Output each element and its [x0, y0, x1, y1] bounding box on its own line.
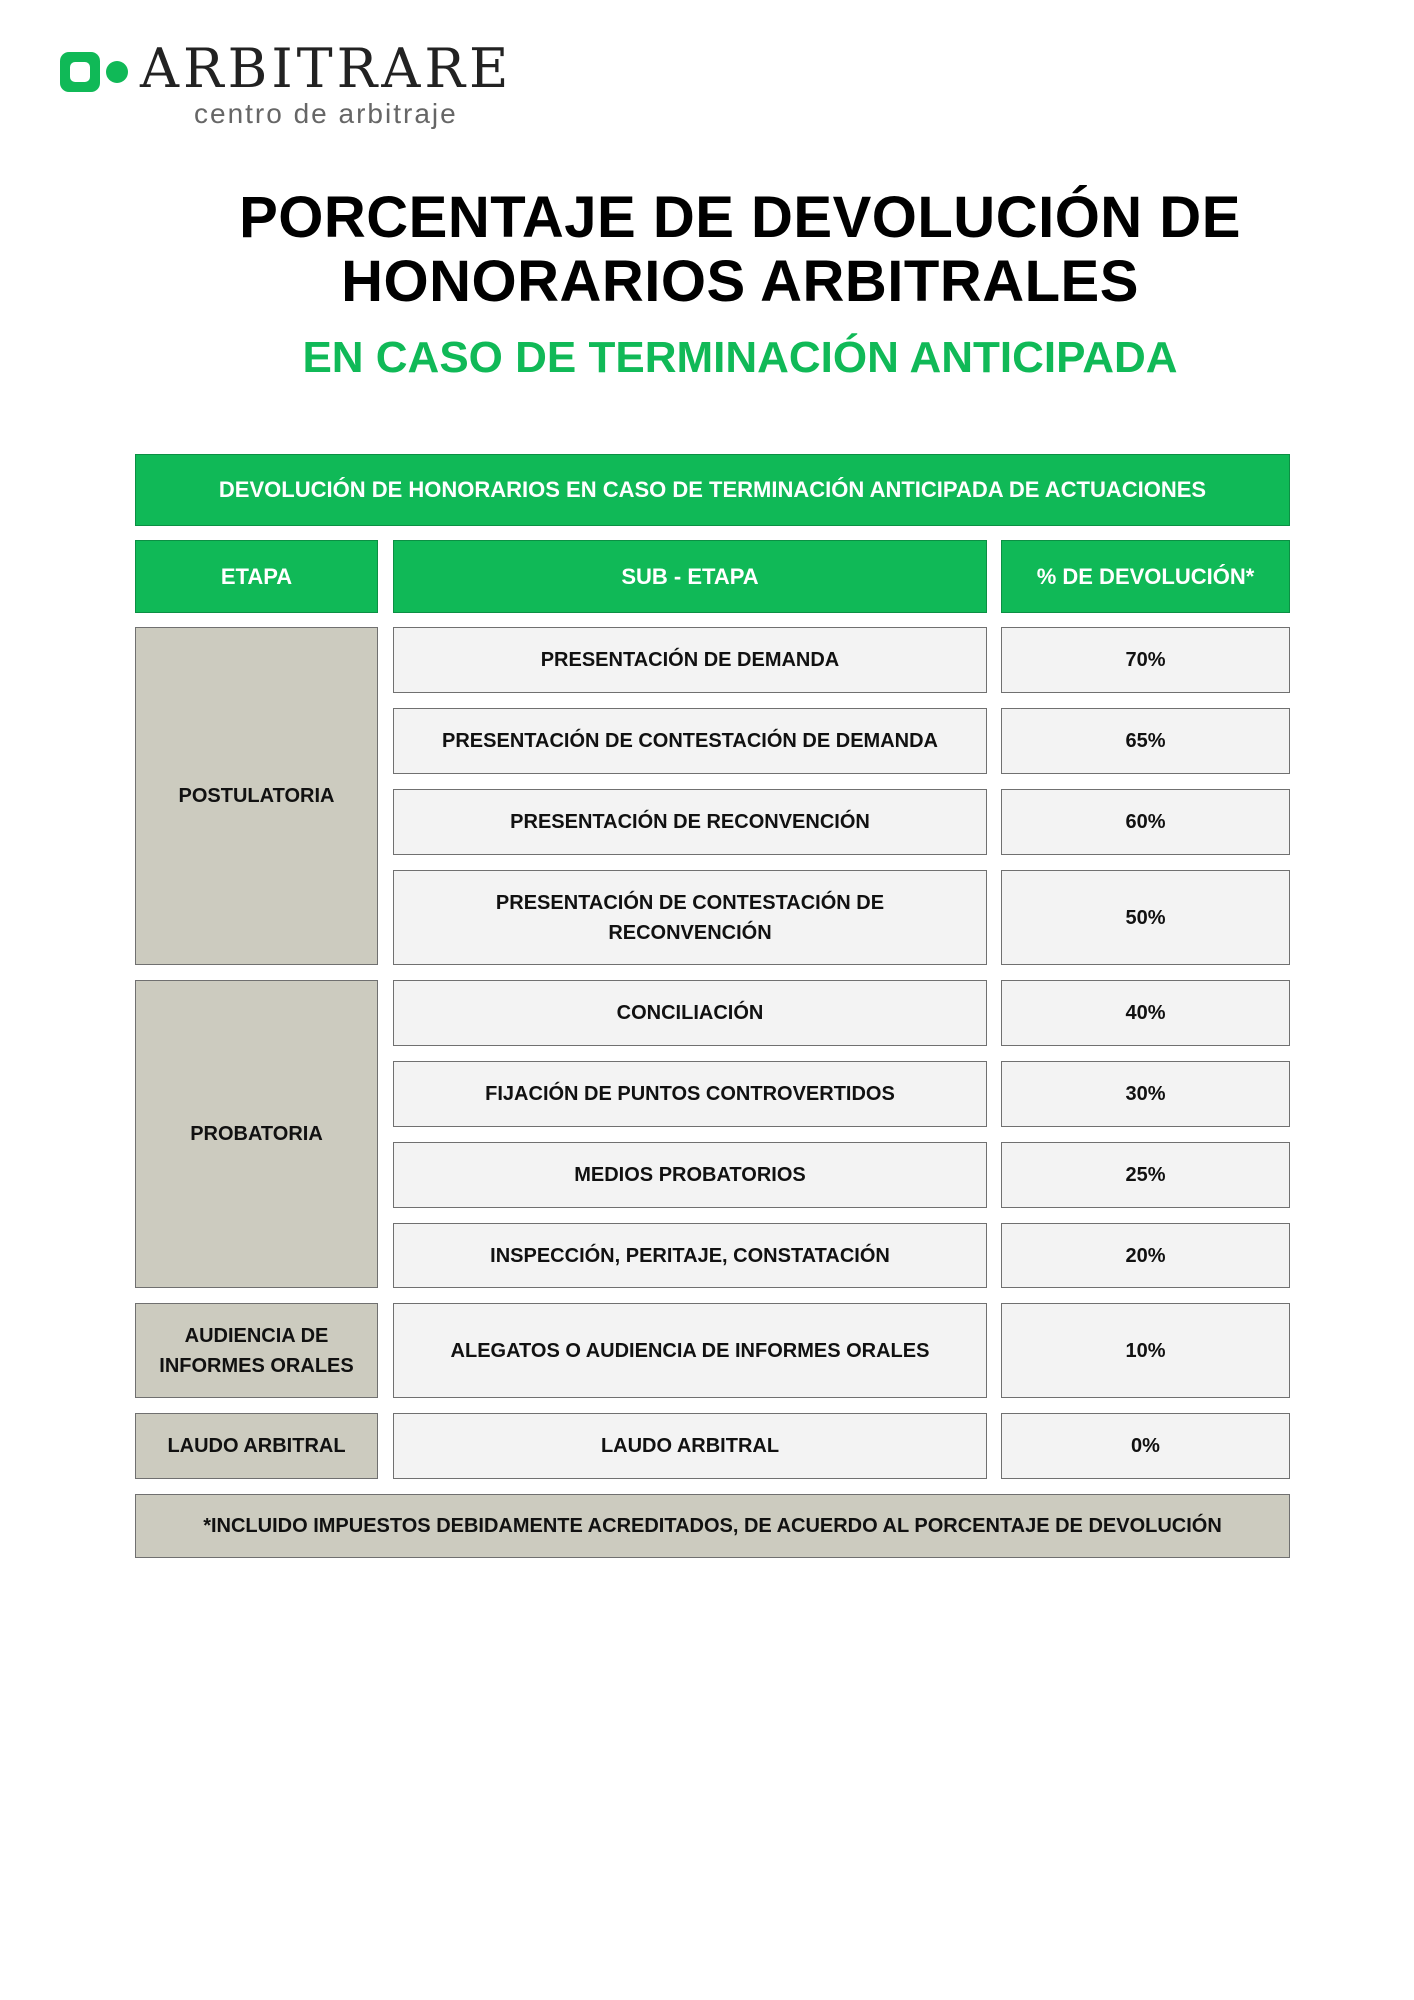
refund-cell: 20% [1001, 1223, 1290, 1288]
logo-icon [60, 52, 130, 92]
stage-postulatoria: POSTULATORIA [135, 627, 378, 965]
sub-stage-cell: PRESENTACIÓN DE DEMANDA [393, 627, 987, 693]
header-stage: ETAPA [135, 540, 378, 613]
sub-stage-cell: ALEGATOS O AUDIENCIA DE INFORMES ORALES [393, 1303, 987, 1398]
page-subtitle: EN CASO DE TERMINACIÓN ANTICIPADA [302, 333, 1178, 382]
table-footnote: *INCLUIDO IMPUESTOS DEBIDAMENTE ACREDITADOS, DE ACUERDO AL PORCENTAJE DE DEVOLUCIÓN [135, 1494, 1290, 1558]
sub-stage-cell: FIJACIÓN DE PUNTOS CONTROVERTIDOS [393, 1061, 987, 1127]
refund-cell: 60% [1001, 789, 1290, 855]
logo-name: ARBITRARE [140, 37, 513, 100]
refund-cell: 40% [1001, 980, 1290, 1046]
refund-cell: 30% [1001, 1061, 1290, 1127]
header-sub-stage: SUB - ETAPA [393, 540, 987, 613]
sub-stage-cell: CONCILIACIÓN [393, 980, 987, 1046]
sub-stage-cell: MEDIOS PROBATORIOS [393, 1142, 987, 1208]
refund-cell: 50% [1001, 870, 1290, 965]
stage-audiencia: AUDIENCIA DE INFORMES ORALES [135, 1303, 378, 1398]
refund-cell: 0% [1001, 1413, 1290, 1479]
stage-probatoria: PROBATORIA [135, 980, 378, 1288]
refund-cell: 65% [1001, 708, 1290, 774]
brand-logo [60, 37, 520, 136]
page-title: PORCENTAJE DE DEVOLUCIÓN DE HONORARIOS ARBITRALES [239, 185, 1241, 314]
refund-cell: 25% [1001, 1142, 1290, 1208]
sub-stage-cell: LAUDO ARBITRAL [393, 1413, 987, 1479]
sub-stage-cell: PRESENTACIÓN DE CONTESTACIÓN DE RECONVENCIÓN [393, 870, 987, 965]
refund-cell: 70% [1001, 627, 1290, 693]
sub-stage-cell: INSPECCIÓN, PERITAJE, CONSTATACIÓN [393, 1223, 987, 1288]
stage-laudo: LAUDO ARBITRAL [135, 1413, 378, 1479]
header-refund: % DE DEVOLUCIÓN* [1001, 540, 1290, 613]
sub-stage-cell: PRESENTACIÓN DE RECONVENCIÓN [393, 789, 987, 855]
refund-cell: 10% [1001, 1303, 1290, 1398]
sub-stage-cell: PRESENTACIÓN DE CONTESTACIÓN DE DEMANDA [393, 708, 987, 774]
table-caption: DEVOLUCIÓN DE HONORARIOS EN CASO DE TERMINACIÓN ANTICIPADA DE ACTUACIONES [135, 454, 1290, 526]
logo-tagline: centro de arbitraje [194, 98, 458, 129]
